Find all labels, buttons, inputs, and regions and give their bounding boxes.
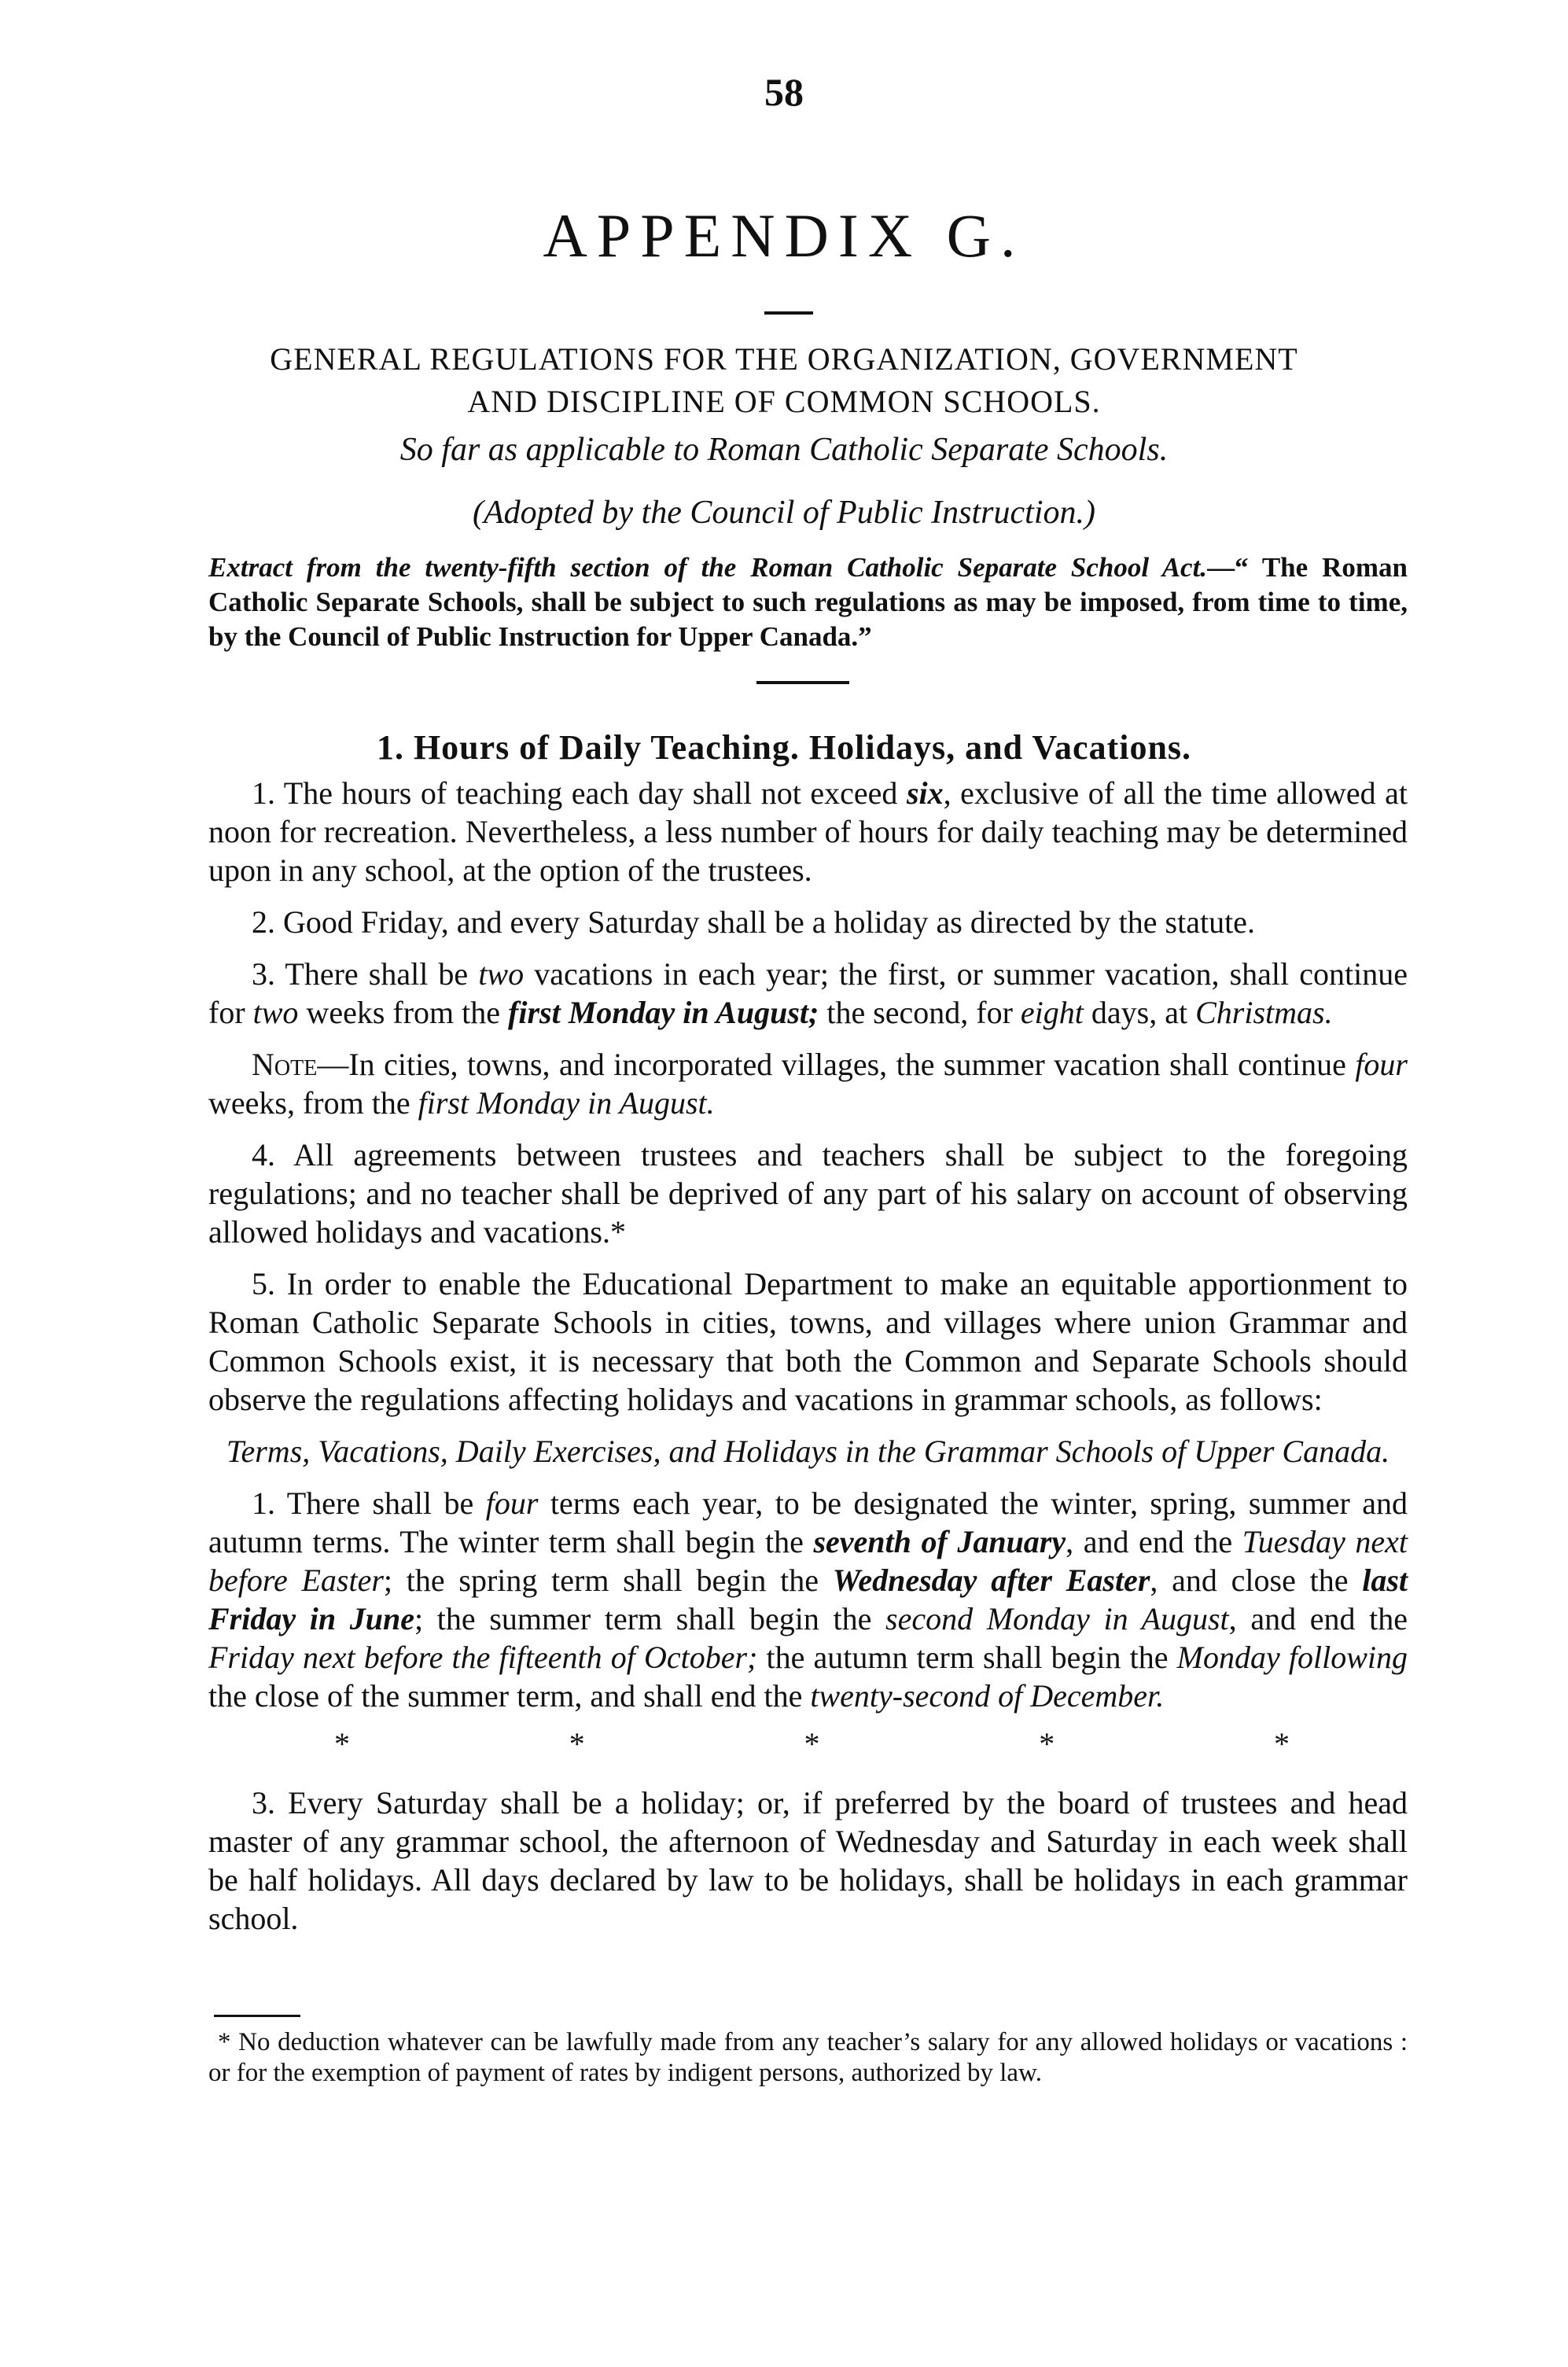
omission-stars	[208, 1728, 1408, 1760]
grammar-paragraph-3: 3. Every Saturday shall be a holiday; or, if preferred by the board of trustees and head master of any grammar school, the afternoon of Wednesday and Saturday in each week shall be half holidays. All days declared by law to be holidays, shall be holidays in each grammar school.	[208, 1785, 1408, 1936]
heading-line-2: AND DISCIPLINE OF COMMON SCHOOLS.	[467, 384, 1101, 419]
subtitle: So far as applicable to Roman Catholic Separate Schools.	[399, 432, 1169, 468]
paragraph-4: 4. All agreements between trustees and teachers shall be subject to the foregoing regulations; and no teacher shall be deprived of any part of his salary on account of observing allowed holidays and vacations.*	[208, 1137, 1408, 1250]
star: *	[334, 1726, 350, 1761]
appendix-title: APPENDIX G.	[543, 201, 1025, 270]
star: *	[569, 1726, 585, 1761]
paragraph-5: 5. In order to enable the Educational Department to make an equitable apportionment to Roman Catholic Separate Schools in cities, towns, and villages where union Grammar and Common Schools exist, it is necessary that both the Common and Separate Schools should observe the regulations affecting holidays and vacations in grammar schools, as follows:	[208, 1266, 1408, 1417]
grammar-paragraph-1: 1. There shall be four terms each year, to be designated the winter, spring, summer and autumn terms. The winter term shall begin the seventh of January, and end the Tuesday next before Easter; the spring term shall begin the Wednesday after Easter, and close the last Friday in June; the summer term shall begin the second Monday in August, and end the Friday next before the fifteenth of October; the autumn term shall begin the Monday following the close of the summer term, and shall end the twenty-second of December.	[208, 1485, 1408, 1714]
extract-text: —“ The Roman Catholic Separate Schools, shall be subject to such regulations as may be imposed, from time to time, by the Council of Public Instruction for Upper Canada.”	[208, 552, 1408, 652]
title-rule	[764, 311, 813, 315]
paragraph-2: 2. Good Friday, and every Saturday shall be a holiday as directed by the statute.	[252, 904, 1255, 940]
star: *	[804, 1726, 820, 1761]
adopted-note: (Adopted by the Council of Public Instruction.)	[472, 495, 1095, 531]
act-extract	[208, 550, 1408, 654]
paragraph-1: 1. The hours of teaching each day shall not exceed six, exclusive of all the time allowed at noon for recreation. Nevertheless, a less number of hours for daily teaching may be determined upon in any school, at the option of the trustees.	[208, 775, 1408, 888]
grammar-schools-heading: Terms, Vacations, Daily Exercises, and Holidays in the Grammar Schools of Upper Canada.	[226, 1434, 1390, 1469]
footnote: * No deduction whatever can be lawfully made from any teacher’s salary for any allowed holidays or vacations : or for the exemption of payment of rates by indigent persons, authorized by law.	[208, 2028, 1408, 2087]
vacation-note: Note—In cities, towns, and incorporated villages, the summer vacation shall continue four weeks, from the first Monday in August.	[208, 1047, 1408, 1121]
page-number: 58	[764, 70, 804, 114]
star: *	[1039, 1726, 1055, 1761]
star: *	[1274, 1726, 1290, 1761]
main-text	[208, 774, 1408, 1951]
paragraph-3: 3. There shall be two vacations in each year; the first, or summer vacation, shall continue for two weeks from the first Monday in August; the second, for eight days, at Christmas.	[208, 956, 1408, 1030]
extract-lead: Extract from the twenty-fifth section of the Roman Catholic Separate School Act.	[208, 552, 1208, 583]
section-rule	[756, 681, 849, 684]
heading-line-1: GENERAL REGULATIONS FOR THE ORGANIZATION, GOVERNMENT	[270, 341, 1298, 377]
footnote-rule	[214, 2015, 300, 2017]
section-title: 1. Hours of Daily Teaching. Holidays, and Vacations.	[376, 728, 1192, 767]
